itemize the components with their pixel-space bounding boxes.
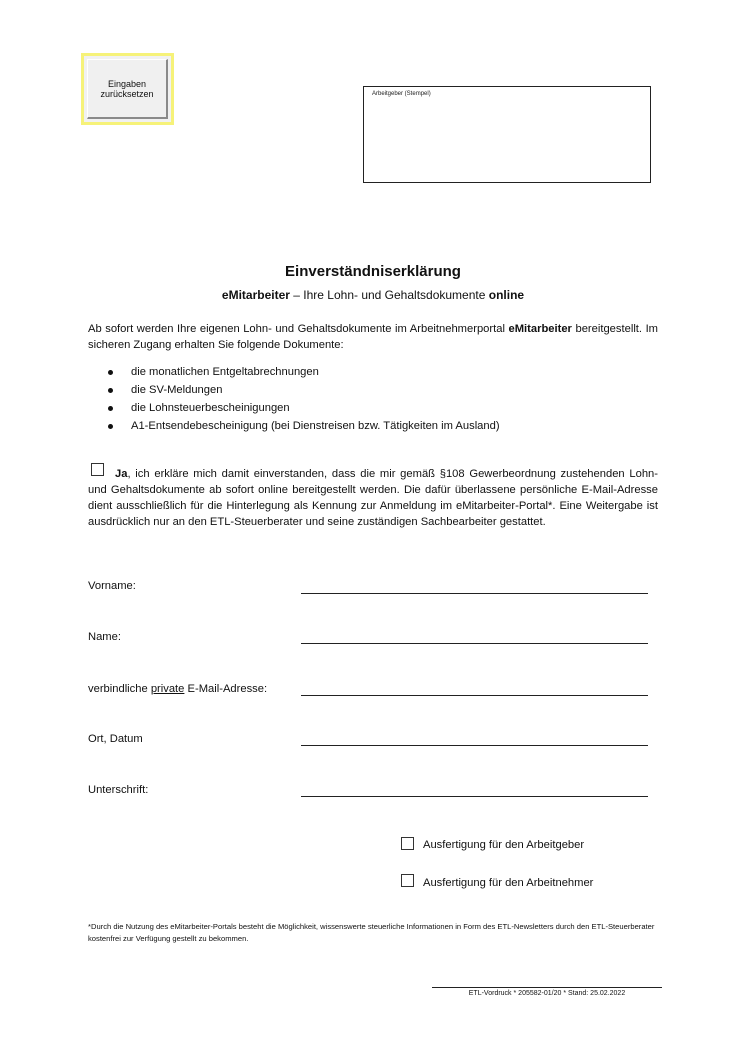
page-title: Einverständniserklärung bbox=[285, 263, 461, 280]
email-field[interactable] bbox=[301, 695, 648, 696]
intro-brand: eMitarbeiter bbox=[508, 323, 572, 335]
form-footer: ETL-Vordruck * 205582-01/20 * Stand: 25.02.2022 bbox=[468, 990, 626, 997]
subtitle-emphasis: online bbox=[488, 288, 525, 302]
copy-employer-checkbox[interactable] bbox=[401, 837, 414, 850]
list-item: die SV-Meldungen bbox=[106, 381, 500, 399]
footnote: *Durch die Nutzung des eMitarbeiter-Portals besteht die Möglichkeit, wissenswerte steuerliche Informationen in Form des ETL-Newsletters durch den ETL-Steuerberater kostenfrei zur Verfügung gestellt zu bekommen. bbox=[88, 922, 655, 943]
list-item: die monatlichen Entgeltabrechnungen bbox=[106, 363, 500, 381]
consent-yes: Ja bbox=[115, 468, 128, 480]
reset-button-label-line2: zurücksetzen bbox=[100, 88, 154, 99]
employer-stamp-label: Arbeitgeber (Stempel) bbox=[372, 91, 431, 97]
intro-text-after: bereitgestellt. Im sicheren Zugang erhalten Sie folgende Dokumente: bbox=[88, 323, 658, 351]
last-name-field[interactable] bbox=[301, 643, 648, 644]
signature-label: Unterschrift: bbox=[88, 784, 149, 796]
copy-employer-label: Ausfertigung für den Arbeitgeber bbox=[423, 839, 585, 851]
intro-paragraph bbox=[88, 321, 658, 353]
first-name-field[interactable] bbox=[301, 593, 648, 594]
copy-employee-checkbox[interactable] bbox=[401, 874, 414, 887]
page-subtitle bbox=[0, 288, 746, 302]
reset-inputs-button-face[interactable] bbox=[87, 59, 168, 119]
email-label-after: E-Mail-Adresse: bbox=[184, 683, 268, 695]
email-label-before: verbindliche bbox=[88, 683, 151, 695]
place-date-field[interactable] bbox=[301, 745, 648, 746]
last-name-label: Name: bbox=[88, 631, 121, 643]
consent-text: , ich erkläre mich damit einverstanden, dass die mir gemäß §108 Gewerbeordnung zustehenden Lohn- und Gehaltsdokumente ab sofort online bereitgestellt werden. Die dafür überlassene persönliche E-Mail-Adresse dient ausschließlich für die Hinterlegung als Kennung zur Anmeldung im eMitarbeiter-Portal*. Eine Weitergabe ist ausdrücklich nur an den ETL-Steuerberater und seine zuständigen Sachbearbeiter gestattet. bbox=[88, 468, 658, 528]
email-label bbox=[88, 683, 267, 695]
email-label-underlined: private bbox=[150, 683, 185, 695]
subtitle-text: – Ihre Lohn- und Gehaltsdokumente bbox=[289, 288, 489, 302]
consent-paragraph bbox=[88, 466, 658, 530]
place-date-label: Ort, Datum bbox=[88, 733, 143, 745]
copy-employee-label: Ausfertigung für den Arbeitnehmer bbox=[423, 877, 594, 889]
subtitle-brand: eMitarbeiter bbox=[221, 288, 290, 302]
signature-field[interactable] bbox=[301, 796, 648, 797]
reset-inputs-button[interactable] bbox=[81, 53, 174, 125]
reset-button-label-line1: Eingaben bbox=[107, 78, 147, 89]
footer-divider bbox=[432, 987, 662, 988]
first-name-label: Vorname: bbox=[88, 580, 136, 592]
list-item: die Lohnsteuerbescheinigungen bbox=[106, 399, 500, 417]
list-item: A1-Entsendebescheinigung (bei Dienstreisen bzw. Tätigkeiten im Ausland) bbox=[106, 417, 500, 435]
document-list bbox=[106, 363, 500, 435]
intro-text-before: Ab sofort werden Ihre eigenen Lohn- und Gehaltsdokumente im Arbeitnehmerportal bbox=[88, 323, 509, 335]
employer-stamp-box bbox=[363, 86, 651, 183]
